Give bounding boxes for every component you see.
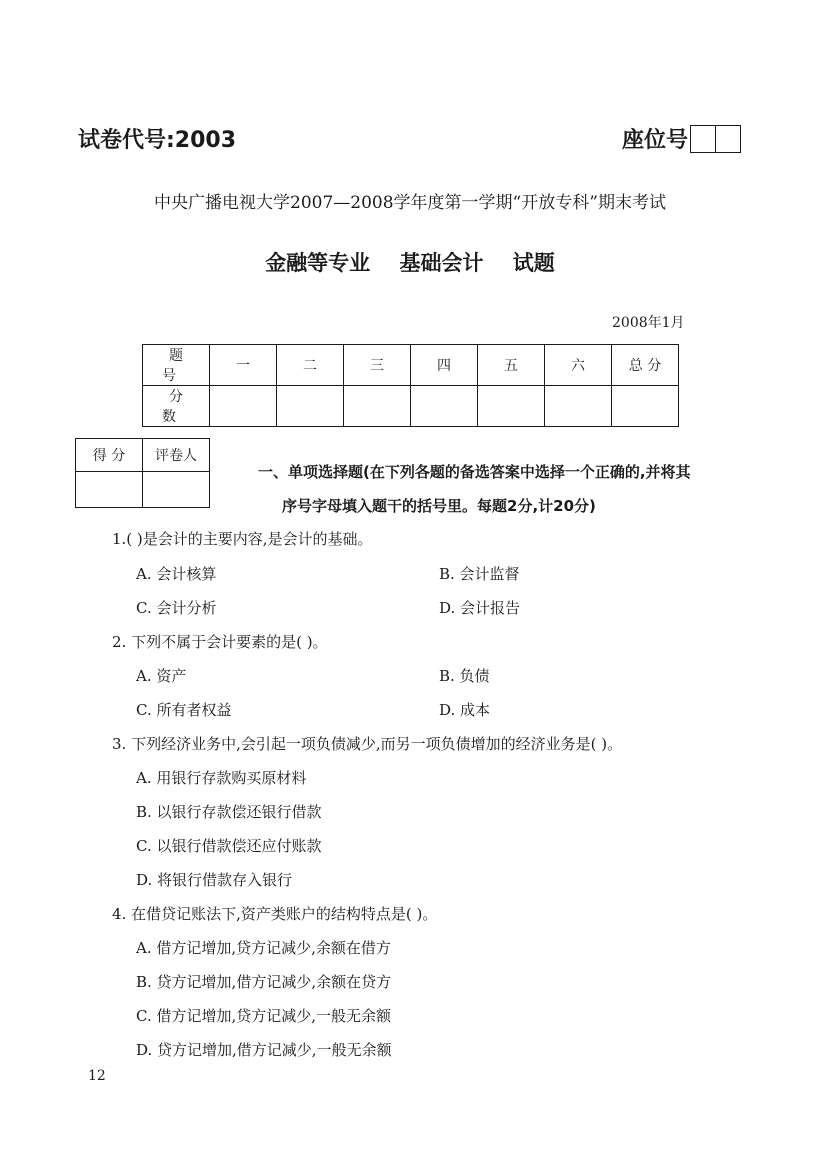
grader-table-blank-row: [76, 472, 210, 508]
score-cell: [344, 386, 411, 427]
score-table-col: 一: [210, 345, 277, 386]
option: A. 资产: [136, 667, 187, 685]
score-table-row-label: 题号: [143, 345, 210, 386]
question-stem: 2. 下列不属于会计要素的是( )。: [112, 633, 328, 651]
exam-subtitle: 中央广播电视大学2007—2008学年度第一学期“开放专科”期末考试: [154, 193, 666, 213]
exam-date: 2008年1月: [612, 315, 685, 331]
score-cell: [612, 386, 679, 427]
score-table: [142, 344, 679, 427]
score-table-col: 四: [411, 345, 478, 386]
score-table-col: 三: [344, 345, 411, 386]
score-table-col: 六: [545, 345, 612, 386]
question-stem: 3. 下列经济业务中,会引起一项负债减少,而另一项负债增加的经济业务是( )。: [112, 735, 623, 753]
option: B. 贷方记增加,借方记减少,余额在贷方: [136, 973, 392, 991]
option: D. 贷方记增加,借方记减少,一般无余额: [136, 1041, 392, 1059]
score-cell: [478, 386, 545, 427]
option: D. 将银行借款存入银行: [136, 871, 293, 889]
grader-table-header-row: [76, 439, 210, 472]
grader-score-cell: [76, 472, 143, 508]
exam-code: 试卷代号:2003: [78, 128, 237, 153]
option: B. 负债: [439, 667, 490, 685]
option: A. 借方记增加,贷方记减少,余额在借方: [136, 939, 391, 957]
score-table-col: 总 分: [612, 345, 679, 386]
score-cell: [411, 386, 478, 427]
score-cell: [277, 386, 344, 427]
seat-box: [716, 125, 741, 153]
option: A. 用银行存款购买原材料: [136, 769, 307, 787]
option: C. 会计分析: [136, 599, 217, 617]
option: D. 成本: [439, 701, 491, 719]
option: B. 会计监督: [439, 565, 520, 583]
option: C. 借方记增加,贷方记减少,一般无余额: [136, 1007, 392, 1025]
page-number: 12: [88, 1068, 106, 1084]
score-table-row-label: 分数: [143, 386, 210, 427]
section-heading-line1: 一、单项选择题(在下列各题的备选答案中选择一个正确的,并将其: [258, 463, 691, 481]
grader-name-label: 评卷人: [143, 439, 210, 472]
score-cell: [545, 386, 612, 427]
option: B. 以银行存款偿还银行借款: [136, 803, 322, 821]
seat-box: [690, 125, 716, 153]
question-stem: 4. 在借贷记账法下,资产类账户的结构特点是( )。: [112, 905, 438, 923]
score-table-col: 二: [277, 345, 344, 386]
option: A. 会计核算: [136, 565, 217, 583]
grader-table: [75, 438, 210, 508]
section-heading-line2: 序号字母填入题干的括号里。每题2分,计20分): [282, 497, 596, 515]
seat-number-boxes: [690, 125, 741, 153]
score-cell: [210, 386, 277, 427]
score-table-score-row: [143, 386, 679, 427]
seat-number-label: 座位号: [622, 128, 689, 153]
grader-score-label: 得 分: [76, 439, 143, 472]
grader-name-cell: [143, 472, 210, 508]
option: C. 以银行借款偿还应付账款: [136, 837, 322, 855]
question-stem: 1.( )是会计的主要内容,是会计的基础。: [112, 530, 373, 548]
option: C. 所有者权益: [136, 701, 232, 719]
exam-title: 金融等专业 基础会计 试题: [265, 251, 555, 275]
score-table-col: 五: [478, 345, 545, 386]
seat-number: [622, 123, 741, 154]
score-table-header-row: [143, 345, 679, 386]
option: D. 会计报告: [439, 599, 521, 617]
